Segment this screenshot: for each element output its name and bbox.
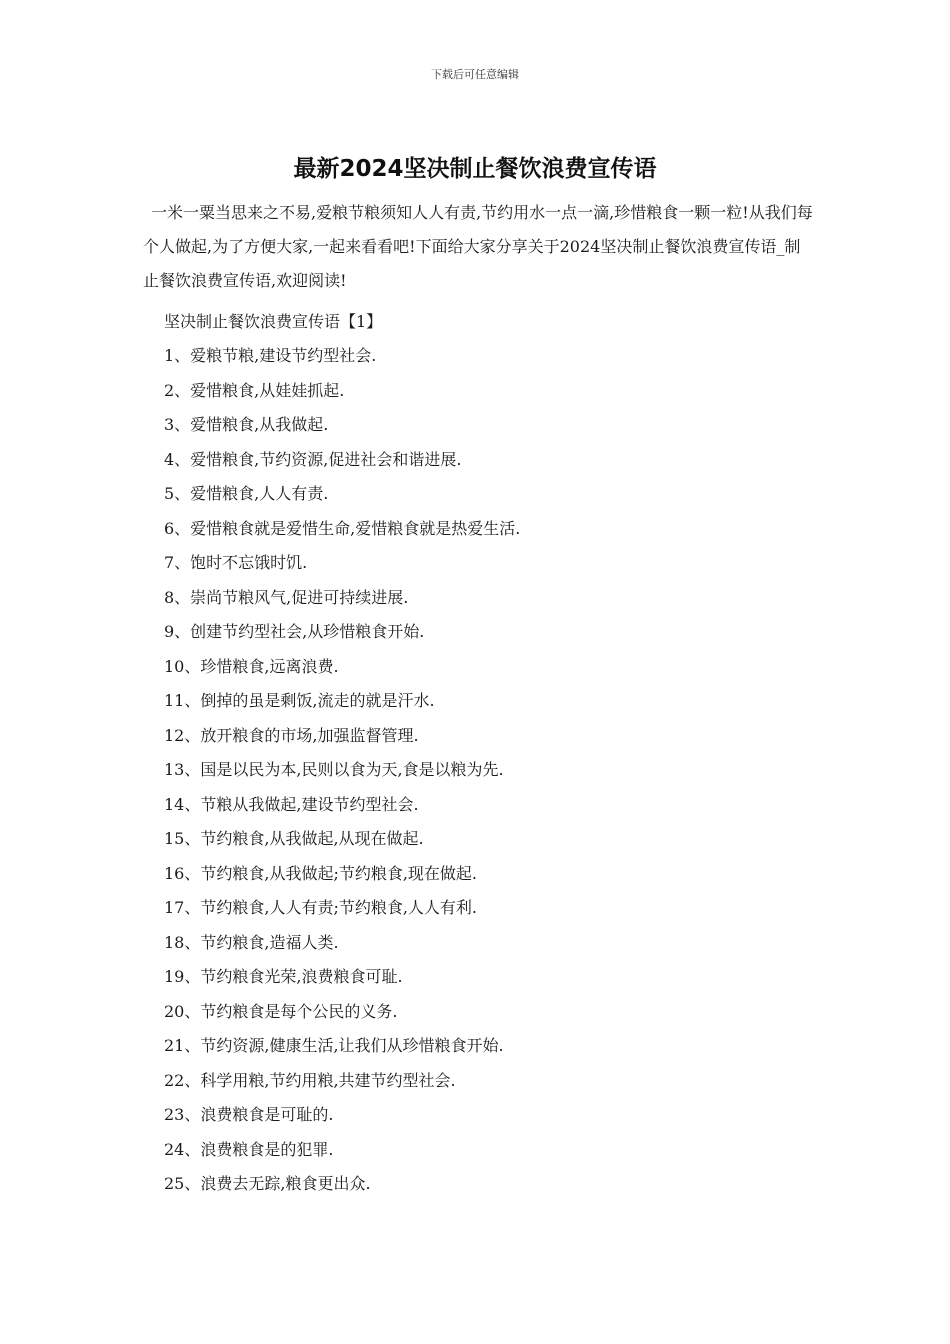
list-item: 15、节约粮食,从我做起,从现在做起.: [164, 829, 424, 848]
list-item: 23、浪费粮食是可耻的.: [164, 1105, 334, 1124]
list-item: 25、浪费去无踪,粮食更出众.: [164, 1174, 371, 1193]
list-item: 24、浪费粮食是的犯罪.: [164, 1139, 334, 1159]
list-item: 6、爱惜粮食就是爱惜生命,爱惜粮食就是热爱生活.: [164, 518, 521, 538]
intro-paragraph: 一米一粟当思来之不易,爱粮节粮须知人人有责,节约用水一点一滴,珍惜粮食一颗一粒!从我们每个人做起,为了方便大家,一起来看看吧!下面给大家分享关于2024坚决制止餐饮浪费宣传语_制止餐饮浪费宣传语,欢迎阅读!: [143, 203, 813, 290]
list-item: 22、科学用粮,节约用粮,共建节约型社会.: [164, 1070, 456, 1090]
list-item: 2、爱惜粮食,从娃娃抓起.: [164, 380, 345, 400]
list-item: 5、爱惜粮食,人人有责.: [164, 484, 329, 503]
list-item: 10、珍惜粮食,远离浪费.: [164, 656, 339, 676]
list-item: 7、饱时不忘饿时饥.: [164, 553, 308, 572]
list-item: 3、爱惜粮食,从我做起.: [164, 415, 329, 434]
list-item: 17、节约粮食,人人有责;节约粮食,人人有利.: [164, 898, 478, 917]
header-note: 下载后可任意编辑: [431, 68, 519, 81]
list-item: 21、节约资源,健康生活,让我们从珍惜粮食开始.: [164, 1036, 504, 1055]
section-heading: 坚决制止餐饮浪费宣传语【1】: [164, 312, 383, 331]
slogan-list: [164, 339, 520, 1202]
list-item: 18、节约粮食,造福人类.: [164, 932, 339, 952]
document-title: 最新2024坚决制止餐饮浪费宣传语: [293, 156, 657, 182]
list-item: 20、节约粮食是每个公民的义务.: [164, 1001, 398, 1021]
list-item: 11、倒掉的虽是剩饭,流走的就是汗水.: [164, 691, 435, 710]
list-item: 19、节约粮食光荣,浪费粮食可耻.: [164, 967, 403, 986]
list-item: 9、创建节约型社会,从珍惜粮食开始.: [164, 622, 425, 641]
list-item: 1、爱粮节粮,建设节约型社会.: [164, 346, 377, 365]
list-item: 12、放开粮食的市场,加强监督管理.: [164, 725, 419, 745]
list-item: 4、爱惜粮食,节约资源,促进社会和谐进展.: [164, 449, 462, 469]
list-item: 16、节约粮食,从我做起;节约粮食,现在做起.: [164, 863, 478, 883]
list-item: 13、国是以民为本,民则以食为天,食是以粮为先.: [164, 760, 504, 779]
list-item: 8、崇尚节粮风气,促进可持续进展.: [164, 587, 409, 607]
list-item: 14、节粮从我做起,建设节约型社会.: [164, 794, 419, 814]
